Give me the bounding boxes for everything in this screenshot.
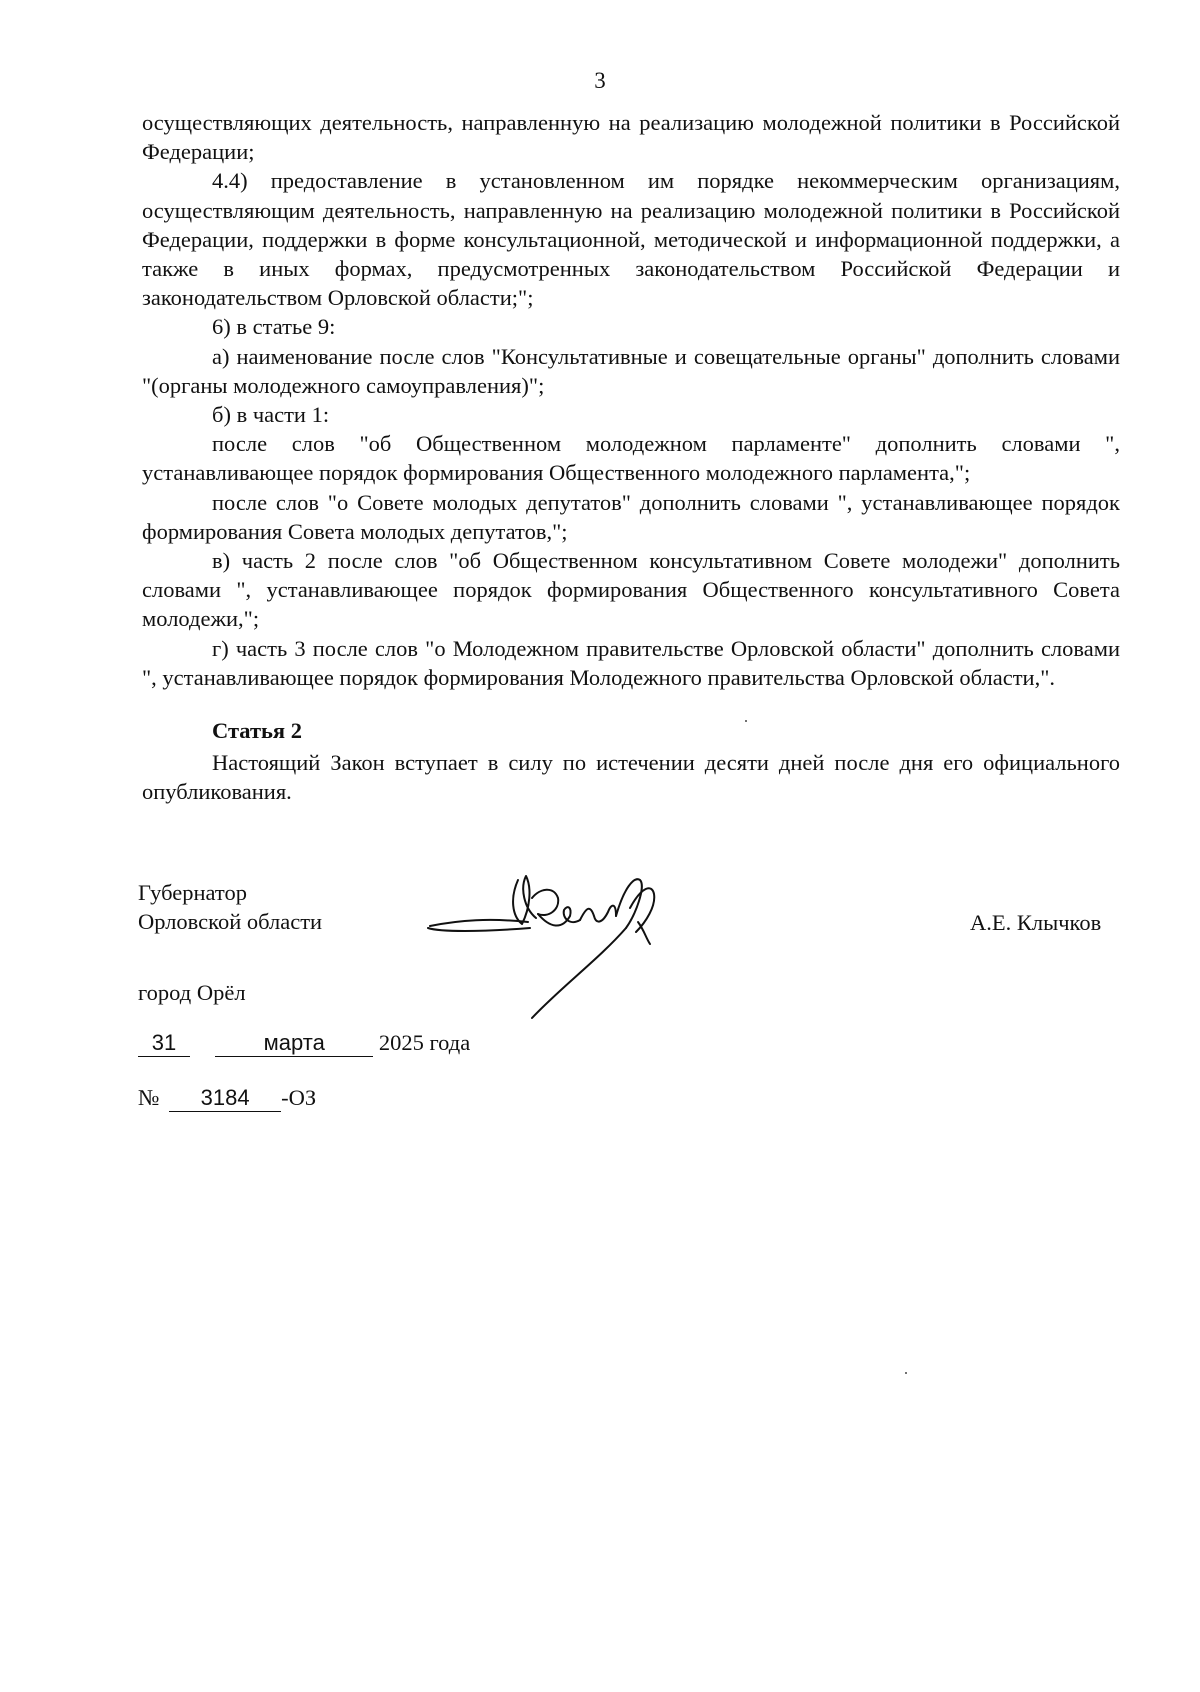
law-number-value: 3184 [169,1085,281,1112]
document-body [142,108,1120,692]
paragraph: а) наименование после слов "Консультативные и совещательные органы" дополнить словами "(органы молодежного самоуправления)"; [142,343,1120,398]
date-year: 2025 года [378,1030,471,1055]
signing-date [138,1030,470,1062]
signatory-name: А.Е. Клычков [970,910,1102,935]
paragraph: 6) в статье 9: [212,314,336,340]
paragraph: б) в части 1: [212,402,330,428]
paragraph: г) часть 3 после слов "о Молодежном правительстве Орловской области" дополнить словами ", устанавливающее порядок формирования Молодежного правительства Орловской области,". [142,635,1120,690]
page-number: 3 [594,68,606,93]
handwritten-signature [420,858,680,1028]
paragraph: в) часть 2 после слов "об Общественном консультативном Совете молодежи" дополнить словами ", устанавливающее порядок формирования Общественного консультативного Совета молодежи,"; [142,548,1120,632]
paragraph: 4.4) предоставление в установленном им порядке некоммерческим организациям, осуществляющим деятельность, направленную на реализацию молодежной политики в Российской Федерации, поддержки в форме консультационной, методической и информационной поддержки, а также в иных формах, предусмотренных законодательством Российской Федерации и законодательством Орловской области;"; [142,168,1120,311]
scan-speck [745,720,747,722]
law-number-suffix: -ОЗ [281,1085,317,1110]
date-month: марта [215,1030,373,1057]
signatory-title-line: Губернатор [138,880,247,905]
paragraph: после слов "об Общественном молодежном парламенте" дополнить словами ", устанавливающее порядок формирования Общественного молодежного парламента,"; [142,431,1120,486]
law-number [138,1085,316,1117]
paragraph: осуществляющих деятельность, направленную на реализацию молодежной политики в Российской Федерации; [142,110,1120,165]
signatory-title-line: Орловской области [138,909,323,934]
city: город Орёл [138,980,246,1005]
signatory-title [138,878,322,936]
article-text: Настоящий Закон вступает в силу по истечении десяти дней после дня его официального опубликования. [142,750,1120,805]
article-heading: Статья 2 [212,718,302,743]
scan-speck [905,1372,907,1374]
number-sign: № [138,1085,160,1110]
date-day: 31 [138,1030,190,1057]
paragraph: после слов "о Совете молодых депутатов" дополнить словами ", устанавливающее порядок формирования Совета молодых депутатов,"; [142,489,1120,544]
